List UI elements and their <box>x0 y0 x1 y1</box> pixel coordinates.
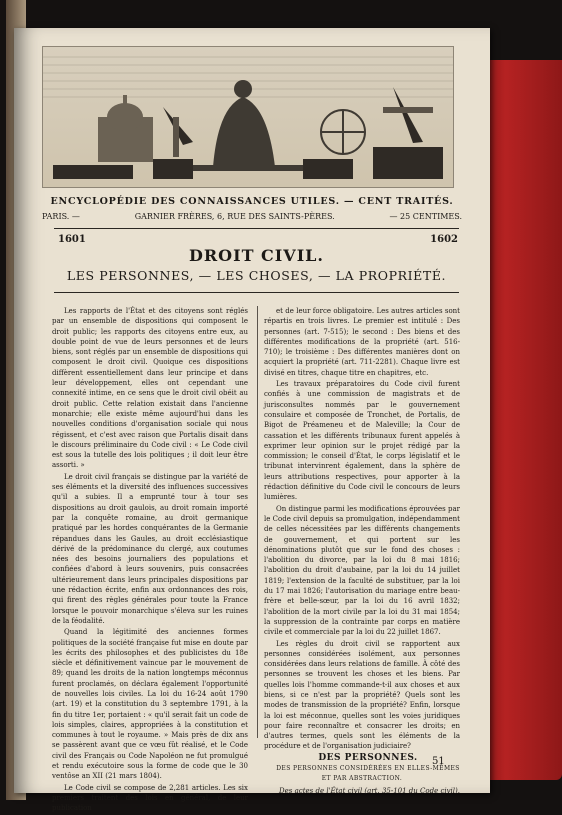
column-divider <box>257 306 258 738</box>
paragraph: On distingue parmi les modifications éprouvées par le Code civil depuis sa promulgation, indépendamment de celles nécessitées par les différents changements de gouvernement, et qui portent sur les dénominations plutôt que sur le fond des choses : l'abolition du divorce, par la loi du 8 mai 1816; l'abolition du droit d'aubaine, par la loi du 14 juillet 1819; l'extension de la faculté de substituer, par la loi du 17 mai 1826; l'autorisation du mariage entre beau-frère et belle-sœur, par la loi du 16 avril 1832; l'abolition de la mort civile par la loi du 31 mai 1854; la suppression de la contrainte par corps en matière civile et commerciale par la loi du 22 juillet 1867. <box>264 504 460 637</box>
title-rule <box>54 292 459 293</box>
paragraph: Les rapports de l'État et des citoyens sont réglés par un ensemble de dispositions qui composent le droit public; les rapports des citoyens entre eux, au double point de vue de leurs personnes et de leurs biens, sont réglés par un ensemble de dispositions qui composent le droit civil. Quoique ces dispositions diffèrent essentiellement dans leur principe et dans leur développement, elles ont cependant une connexité intime, en ce sens que le droit civil obéit au droit public. Cette relation existait dans l'ancienne monarchie; elle existe même aujourd'hui dans les nouvelles conditions d'organisation sociale qui nous régissent, et c'est avec raison que Portalis disait dans le discours préliminaire du Code civil : « Le Code civil est sous la tutelle des lois politiques ; il doit leur être assorti. » <box>52 307 248 470</box>
paragraph: Quand la légitimité des anciennes formes politiques de la société française fut mise en doute par les écrits des philosophes et des publicistes du 18e siècle et définitivement vaincue par le mouvement de 89; quand les droits de la nation longtemps méconnus furent proclamés, on déclara également l'opportunité de nouvelles lois civiles. La loi du 16-24 août 1790 (art. 19) et la constitution du 3 septembre 1791, à la fin du titre 1er, portaient : « qu'il serait fait un code de lois simples, claires, appropriées à la constitution et communes à tout le royaume. » Mais près de dix ans se passèrent avant que ce vœu fût réalisé, et le Code civil des Français ou Code Napoléon ne fut promulgué et rendu exécutoire sous la forme de code que le 30 ventôse an XII (21 mars 1804). <box>52 628 248 781</box>
section-title: DES PERSONNES. <box>318 752 418 763</box>
chapter-subtitle: LES PERSONNES, — LES CHOSES, — LA PROPRIÉTÉ. <box>66 268 447 283</box>
header-rule <box>54 228 459 229</box>
left-column <box>52 306 248 815</box>
paragraph: et de leur force obligatoire. Les autres articles sont répartis en trois livres. Le premier est intitulé : Des personnes (art. 7-515); le second : Des biens et des différentes modifications de la propriété (art. 516-710); le troisième : Des différentes manières dont on acquiert la propriété (art. 711-2281). Chaque livre est divisé en titres, chaque titre en chapitres, etc. <box>264 307 460 377</box>
paragraph: Les règles du droit civil se rapportent aux personnes considérées isolément, aux personnes considérées dans leurs relations de famille. À côté des personnes se trouvent les choses et les biens. Par quelles lois l'homme commande-t-il aux choses et aux biens, si ce n'est par la propriété? Quels sont les modes de transmission de la propriété? Enfin, lorsque la loi est méconnue, quelles sont les voies juridiques pour faire reconnaître et consacrer les droits; en d'autres termes, quels sont les éléments de la procédure et de l'organisation judiciaire? <box>264 639 460 751</box>
publisher-line <box>42 212 462 221</box>
paragraph: Le Code civil se compose de 2,281 articles. Les six premiers traitent des lois en général, de leur publication <box>52 783 248 813</box>
chapter-title: DROIT CIVIL. <box>188 246 324 265</box>
paragraph: Le droit civil français se distingue par la variété de ses éléments et la diversité des influences successives qu'il a subies. Il a emprunté tour à tour ses dispositions au droit gaulois, au droit romain importé par la conquête romaine, au droit germanique pratiqué par les hordes conquérantes de la Germanie répandues dans les Gaules, au droit ecclésiastique dérivé de la prédominance du clergé, aux coutumes nées des besoins journaliers des populations et confiées d'abord à leurs souvenirs, puis consacrées ultérieurement dans leurs principales dispositions par une rédaction écrite, enfin aux ordonnances des rois, qui firent des règles générales pour toute la France lorsque le pouvoir monarchique s'éleva sur les ruines de la féodalité. <box>52 472 248 625</box>
page-number-right: 1602 <box>430 234 458 245</box>
folio-number: 51 <box>432 756 445 767</box>
right-column <box>264 306 460 797</box>
paragraph: Les travaux préparatoires du Code civil furent confiés à une commission de magistrats et de jurisconsultes nommés par le gouvernement consulaire et composée de Tronchet, de Portalis, de Bigot de Préameneu et de Maleville; la Cour de cassation et les différents tribunaux furent appelés à exprimer leur opinion sur le projet rédigé par la commission; le conseil d'État, le corps législatif et le tribunat intervinrent également, dans la sphère de leurs attributions respectives, pour apporter à la rédaction définitive du Code civil le concours de leurs lumières. <box>264 380 460 502</box>
publisher: GARNIER FRÈRES, 6, RUE DES SAINTS-PÈRES. <box>134 212 335 221</box>
page-number-left: 1601 <box>58 234 86 245</box>
column-page-numbers <box>58 234 458 245</box>
engraved-banner-illustration <box>42 46 454 188</box>
section-line: Des actes de l'État civil (art. 35-101 du Code civil). <box>279 786 460 795</box>
section-subtitle: DES PERSONNES CONSIDÉRÉES EN ELLES-MÊMES ET PAR ABSTRACTION. <box>276 765 460 783</box>
city: PARIS. — <box>42 212 80 221</box>
encyclopedia-title: ENCYCLOPÉDIE DES CONNAISSANCES UTILES. — CENT TRAITÉS. <box>50 196 454 207</box>
book-page <box>14 28 490 813</box>
price: — 25 CENTIMES. <box>389 212 462 221</box>
